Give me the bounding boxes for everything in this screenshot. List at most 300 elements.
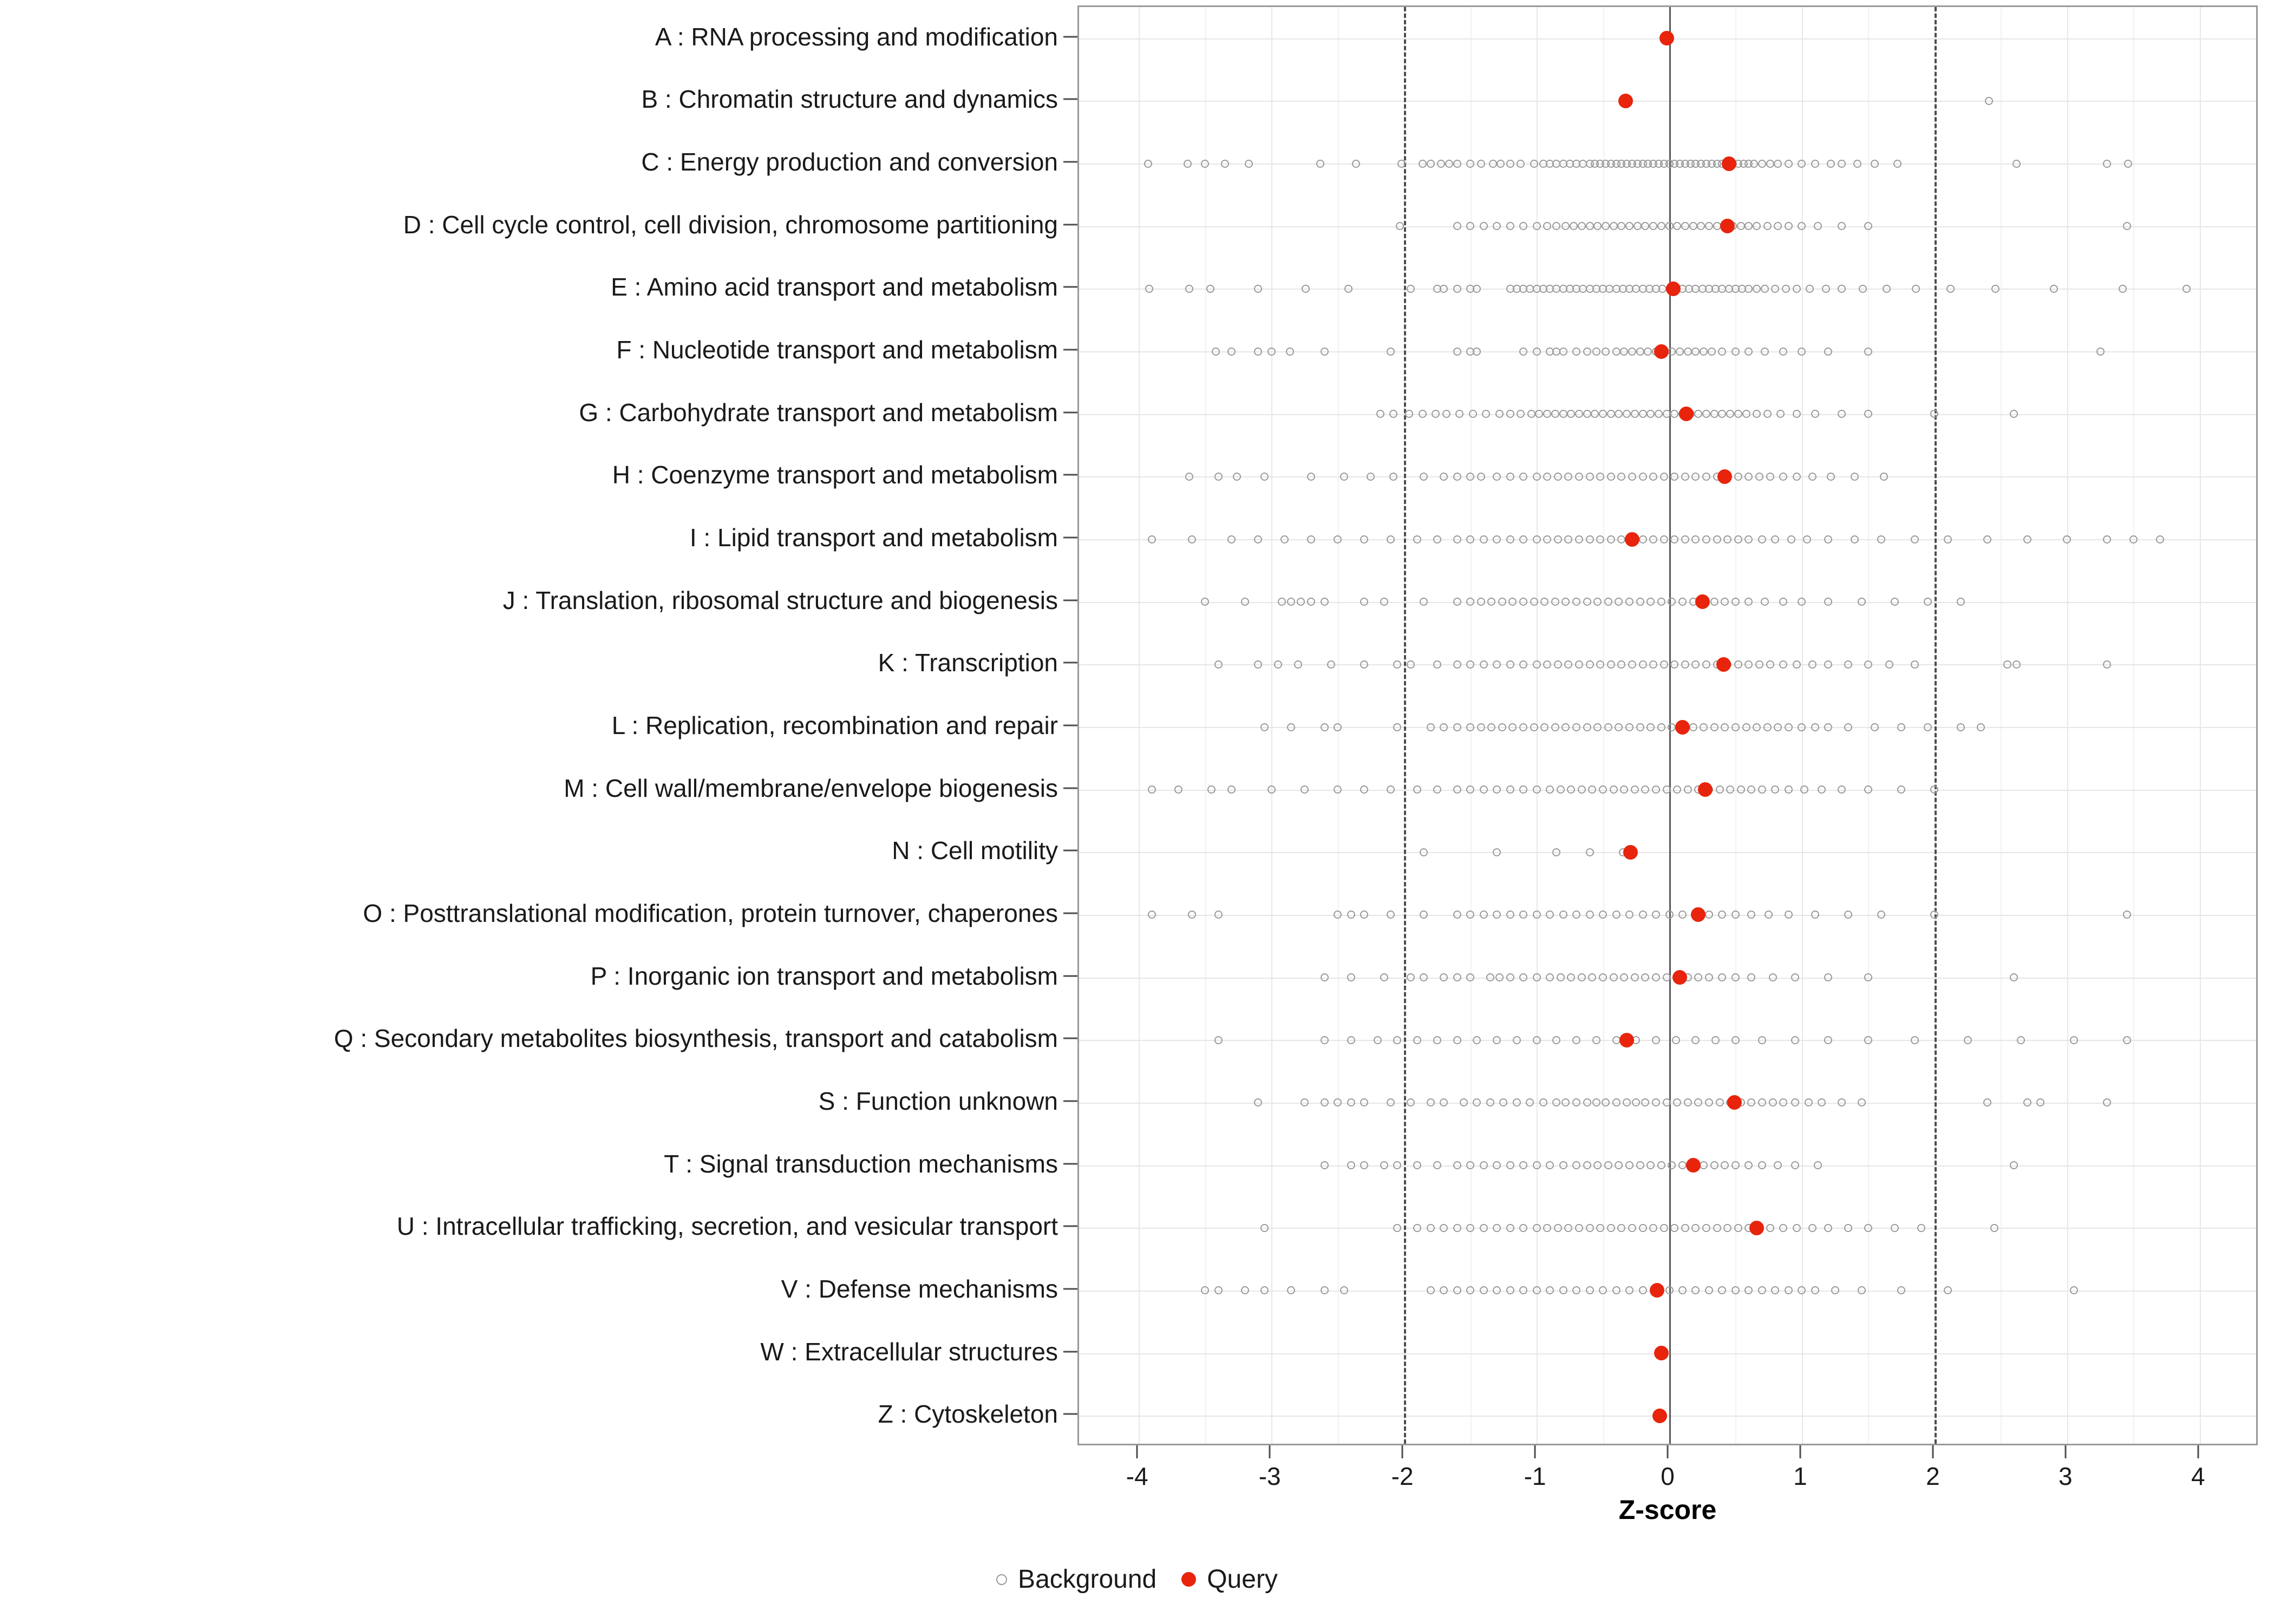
background-point <box>1711 1036 1720 1044</box>
query-point[interactable] <box>1722 156 1736 171</box>
background-point <box>1145 285 1153 293</box>
y-tick-label: H : Coenzyme transport and metabolism <box>612 461 1058 489</box>
background-point <box>1718 348 1726 356</box>
background-point <box>1480 535 1488 543</box>
y-tick-mark <box>1063 1100 1077 1102</box>
background-point <box>1321 598 1329 606</box>
background-point <box>1691 348 1700 356</box>
background-point <box>2070 1286 2078 1294</box>
background-point <box>1433 1161 1441 1169</box>
background-point <box>1557 973 1565 981</box>
background-point <box>1352 160 1360 168</box>
background-point <box>1785 1286 1793 1294</box>
background-point <box>1533 660 1541 669</box>
background-point <box>1705 973 1713 981</box>
query-point[interactable] <box>1654 1346 1669 1360</box>
background-point <box>1593 222 1602 230</box>
background-point <box>1477 473 1485 481</box>
background-point <box>1493 535 1501 543</box>
background-point <box>1486 1098 1494 1106</box>
background-point <box>1731 723 1740 731</box>
background-point <box>1716 785 1724 794</box>
background-point <box>1607 473 1615 481</box>
y-tick-label: E : Amino acid transport and metabolism <box>611 273 1058 302</box>
y-tick-mark <box>1063 1226 1077 1227</box>
background-point <box>1639 660 1647 669</box>
background-point <box>1750 160 1758 168</box>
background-point <box>1533 535 1541 543</box>
background-point <box>1307 473 1315 481</box>
background-point <box>1572 348 1580 356</box>
background-point <box>2003 660 2011 669</box>
background-point <box>1543 473 1551 481</box>
background-point <box>1620 973 1628 981</box>
background-point <box>1758 1161 1766 1169</box>
background-point <box>1824 1036 1832 1044</box>
y-tick-label: U : Intracellular trafficking, secretion, and vesicular transport <box>396 1212 1058 1241</box>
background-point <box>1758 160 1766 168</box>
query-point[interactable] <box>1679 407 1694 421</box>
background-point <box>1466 535 1474 543</box>
background-point <box>1838 410 1846 418</box>
background-point <box>1631 410 1639 418</box>
background-point <box>1639 535 1647 543</box>
background-point <box>1838 222 1846 230</box>
y-tick-mark <box>1063 850 1077 852</box>
background-point <box>1596 1224 1604 1232</box>
background-point <box>1267 785 1276 794</box>
background-point <box>1453 222 1461 230</box>
query-point[interactable] <box>1691 907 1706 922</box>
background-point <box>1883 285 1891 293</box>
background-point <box>1301 1098 1309 1106</box>
background-point <box>1466 911 1474 919</box>
background-point <box>1440 1286 1448 1294</box>
query-point[interactable] <box>1716 657 1731 672</box>
background-point <box>1380 973 1388 981</box>
background-point <box>1174 785 1182 794</box>
query-point[interactable] <box>1623 845 1638 860</box>
background-point <box>1583 723 1591 731</box>
background-point <box>1864 785 1872 794</box>
background-point <box>1684 1098 1692 1106</box>
background-point <box>1453 660 1461 669</box>
background-point <box>1652 1036 1660 1044</box>
background-point <box>1493 785 1501 794</box>
query-point[interactable] <box>1659 31 1674 45</box>
background-point <box>1758 1036 1766 1044</box>
background-point <box>1221 160 1229 168</box>
y-tick-label: I : Lipid transport and metabolism <box>689 523 1058 552</box>
background-point <box>1466 160 1474 168</box>
background-point <box>1245 160 1253 168</box>
background-point <box>1957 723 1965 731</box>
background-point <box>1893 160 1901 168</box>
background-point <box>1602 1098 1610 1106</box>
background-point <box>1546 973 1554 981</box>
background-point <box>1552 1098 1560 1106</box>
background-point <box>1791 973 1799 981</box>
y-tick-mark <box>1063 787 1077 789</box>
query-point[interactable] <box>1695 594 1710 609</box>
background-point <box>1924 598 1932 606</box>
background-point <box>1665 911 1674 919</box>
background-point <box>1533 1036 1541 1044</box>
y-tick-label: O : Posttranslational modification, protein turnover, chaperones <box>363 899 1058 927</box>
background-point <box>1480 785 1488 794</box>
background-point <box>1508 598 1517 606</box>
background-point <box>1552 848 1560 856</box>
background-point <box>1977 723 1985 731</box>
background-point <box>1771 785 1779 794</box>
background-point <box>1586 911 1594 919</box>
background-point <box>1964 1036 1972 1044</box>
background-point <box>1453 473 1461 481</box>
background-point <box>1551 598 1559 606</box>
background-point <box>1798 1286 1806 1294</box>
background-point <box>1374 1036 1382 1044</box>
background-point <box>1990 1224 1998 1232</box>
background-point <box>1508 723 1517 731</box>
background-point <box>1564 473 1572 481</box>
background-point <box>1623 410 1631 418</box>
background-point <box>1726 785 1734 794</box>
background-point <box>1844 723 1852 731</box>
background-point <box>1691 1224 1700 1232</box>
background-point <box>1519 1161 1527 1169</box>
background-point <box>1844 660 1852 669</box>
background-point <box>1612 911 1620 919</box>
background-point <box>1559 1286 1567 1294</box>
background-point <box>1646 598 1655 606</box>
background-point <box>1710 723 1718 731</box>
y-tick-mark <box>1063 662 1077 664</box>
background-point <box>1747 973 1755 981</box>
background-point <box>1519 660 1527 669</box>
background-point <box>1766 160 1774 168</box>
background-point <box>1617 473 1625 481</box>
background-point <box>1607 535 1615 543</box>
query-point[interactable] <box>1654 344 1669 359</box>
background-point <box>1533 911 1541 919</box>
query-point[interactable] <box>1619 1033 1634 1047</box>
background-point <box>1254 1098 1262 1106</box>
background-point <box>1393 1224 1401 1232</box>
query-point[interactable] <box>1720 219 1735 233</box>
background-point <box>1396 222 1404 230</box>
background-point <box>1380 598 1388 606</box>
query-point[interactable] <box>1625 532 1639 547</box>
background-point <box>1607 1224 1615 1232</box>
background-point <box>1771 535 1779 543</box>
background-point <box>2023 535 2031 543</box>
background-point <box>1144 160 1152 168</box>
legend-label-query: Query <box>1207 1565 1278 1594</box>
background-point <box>1321 973 1329 981</box>
y-tick-label: S : Function unknown <box>818 1086 1058 1115</box>
background-point <box>1983 1098 1991 1106</box>
background-point <box>1612 348 1620 356</box>
background-point <box>1487 723 1495 731</box>
background-point <box>1765 911 1773 919</box>
x-tick-mark <box>1402 1445 1403 1458</box>
background-point <box>1607 660 1615 669</box>
background-point <box>1572 723 1580 731</box>
background-point <box>1551 410 1559 418</box>
background-point <box>1731 911 1740 919</box>
background-point <box>1930 785 1938 794</box>
background-point <box>1721 1161 1729 1169</box>
background-point <box>1668 598 1676 606</box>
background-point <box>1689 723 1697 731</box>
background-point <box>1785 785 1793 794</box>
background-point <box>1405 410 1413 418</box>
background-point <box>1389 410 1397 418</box>
y-tick-mark <box>1063 36 1077 37</box>
background-point <box>1885 660 1893 669</box>
background-point <box>1639 911 1647 919</box>
background-point <box>1586 535 1594 543</box>
y-tick-label: C : Energy production and conversion <box>641 148 1058 176</box>
background-point <box>1755 473 1763 481</box>
background-point <box>1718 911 1726 919</box>
background-point <box>1623 1098 1631 1106</box>
background-point <box>1201 160 1209 168</box>
background-point <box>1321 723 1329 731</box>
background-point <box>1445 160 1453 168</box>
background-point <box>1233 473 1241 481</box>
background-point <box>1747 785 1755 794</box>
background-point <box>1641 1098 1649 1106</box>
background-point <box>1554 1224 1562 1232</box>
background-point <box>2063 535 2071 543</box>
background-point <box>1561 1098 1570 1106</box>
background-point <box>1944 1286 1952 1294</box>
background-point <box>1769 973 1777 981</box>
background-point <box>1665 222 1674 230</box>
background-point <box>1567 410 1575 418</box>
background-point <box>1519 473 1527 481</box>
background-point <box>1636 348 1644 356</box>
y-gridline <box>1079 101 2256 102</box>
background-point <box>1473 348 1481 356</box>
query-point[interactable] <box>1652 1409 1667 1423</box>
background-point <box>1734 660 1742 669</box>
background-point <box>1420 848 1428 856</box>
x-axis-title: Z-score <box>1618 1495 1717 1525</box>
background-point <box>1519 723 1527 731</box>
background-point <box>1506 410 1514 418</box>
background-point <box>1344 285 1352 293</box>
x-tick-mark <box>1667 1445 1669 1458</box>
background-point <box>1793 1224 1801 1232</box>
y-tick-mark <box>1063 224 1077 225</box>
background-point <box>1572 598 1580 606</box>
background-point <box>1604 598 1612 606</box>
background-point <box>2129 535 2138 543</box>
background-point <box>1766 473 1774 481</box>
y-tick-mark <box>1063 1351 1077 1352</box>
background-point <box>1785 911 1793 919</box>
background-point <box>1559 410 1567 418</box>
y-tick-mark <box>1063 1163 1077 1164</box>
background-point <box>1554 660 1562 669</box>
background-point <box>1678 1286 1687 1294</box>
query-point[interactable] <box>1698 782 1713 797</box>
background-point <box>1742 723 1750 731</box>
query-point[interactable] <box>1650 1283 1664 1298</box>
background-point <box>1466 1286 1474 1294</box>
background-point <box>1393 1161 1401 1169</box>
background-point <box>1818 1098 1826 1106</box>
query-point[interactable] <box>1666 281 1681 296</box>
filled-circle-icon <box>1181 1572 1196 1587</box>
background-point <box>1734 1224 1742 1232</box>
background-point <box>1691 473 1700 481</box>
y-tick-mark <box>1063 99 1077 100</box>
background-point <box>1583 1098 1591 1106</box>
background-point <box>1561 222 1570 230</box>
background-point <box>1586 1224 1594 1232</box>
background-point <box>1787 535 1795 543</box>
background-point <box>1824 723 1832 731</box>
background-point <box>2096 348 2105 356</box>
query-point[interactable] <box>1675 720 1690 735</box>
y-tick-label: T : Signal transduction mechanisms <box>664 1149 1058 1178</box>
background-point <box>1489 160 1497 168</box>
background-point <box>1858 598 1866 606</box>
background-point <box>1453 598 1461 606</box>
background-point <box>1660 1224 1668 1232</box>
query-point[interactable] <box>1618 94 1633 108</box>
background-point <box>1596 660 1604 669</box>
background-point <box>1586 473 1594 481</box>
background-point <box>1214 473 1223 481</box>
background-point <box>2103 160 2111 168</box>
background-point <box>1644 348 1652 356</box>
background-point <box>2124 160 2132 168</box>
plot-panel <box>1077 5 2258 1445</box>
background-point <box>1663 785 1671 794</box>
background-point <box>1575 535 1583 543</box>
background-point <box>1543 660 1551 669</box>
background-point <box>1681 473 1689 481</box>
background-point <box>1347 973 1355 981</box>
query-point[interactable] <box>1686 1158 1701 1173</box>
background-point <box>1495 973 1504 981</box>
background-point <box>1519 348 1527 356</box>
background-point <box>1588 785 1596 794</box>
background-point <box>1527 410 1535 418</box>
background-point <box>1657 222 1665 230</box>
background-point <box>1734 410 1742 418</box>
background-point <box>2123 911 2131 919</box>
background-point <box>1641 785 1649 794</box>
background-point <box>1567 785 1575 794</box>
background-point <box>1533 222 1541 230</box>
query-point[interactable] <box>1672 970 1687 985</box>
background-point <box>1427 1286 1435 1294</box>
background-point <box>1731 598 1740 606</box>
background-point <box>1519 1286 1527 1294</box>
background-point <box>1877 535 1885 543</box>
background-point <box>1774 222 1782 230</box>
background-point <box>1420 598 1428 606</box>
background-point <box>1791 1161 1799 1169</box>
query-point[interactable] <box>1749 1221 1764 1235</box>
query-point[interactable] <box>1717 469 1732 484</box>
background-point <box>1543 1224 1551 1232</box>
background-point <box>1620 785 1628 794</box>
background-point <box>1564 535 1572 543</box>
background-point <box>1689 222 1697 230</box>
background-point <box>1871 160 1879 168</box>
background-point <box>1480 1161 1488 1169</box>
background-point <box>1911 1036 1919 1044</box>
background-point <box>1791 1098 1799 1106</box>
background-point <box>1824 973 1832 981</box>
background-point <box>1519 1224 1527 1232</box>
background-point <box>1480 660 1488 669</box>
background-point <box>1561 598 1570 606</box>
background-point <box>1519 222 1527 230</box>
background-point <box>1808 1224 1816 1232</box>
background-point <box>1681 660 1689 669</box>
background-point <box>1747 1098 1755 1106</box>
background-point <box>1227 785 1236 794</box>
background-point <box>1440 1098 1448 1106</box>
background-point <box>2182 285 2191 293</box>
background-point <box>1539 1098 1547 1106</box>
background-point <box>1591 410 1599 418</box>
background-point <box>1526 1098 1534 1106</box>
background-point <box>1413 785 1421 794</box>
background-point <box>1615 1161 1623 1169</box>
background-point <box>1660 660 1668 669</box>
background-point <box>1806 285 1814 293</box>
background-point <box>1798 598 1806 606</box>
background-point <box>1533 1224 1541 1232</box>
background-point <box>1592 1036 1600 1044</box>
background-point <box>1387 1098 1395 1106</box>
background-point <box>1493 222 1501 230</box>
background-point <box>1758 535 1766 543</box>
background-point <box>1808 660 1816 669</box>
background-point <box>1387 785 1395 794</box>
background-point <box>1917 1224 1925 1232</box>
background-point <box>1387 348 1395 356</box>
background-point <box>1214 1036 1223 1044</box>
background-point <box>1477 160 1485 168</box>
background-point <box>1831 1286 1839 1294</box>
background-point <box>1681 222 1689 230</box>
background-point <box>1617 222 1625 230</box>
background-point <box>1911 660 1919 669</box>
query-point[interactable] <box>1727 1095 1742 1110</box>
background-point <box>1596 535 1604 543</box>
background-point <box>1393 660 1401 669</box>
background-point <box>1376 410 1384 418</box>
background-point <box>1615 410 1623 418</box>
background-point <box>1453 285 1461 293</box>
background-point <box>1148 535 1156 543</box>
background-point <box>1334 1098 1342 1106</box>
background-point <box>1596 473 1604 481</box>
background-point <box>1453 348 1461 356</box>
background-point <box>1838 785 1846 794</box>
x-tick-mark <box>1932 1445 1933 1458</box>
background-point <box>1212 348 1220 356</box>
